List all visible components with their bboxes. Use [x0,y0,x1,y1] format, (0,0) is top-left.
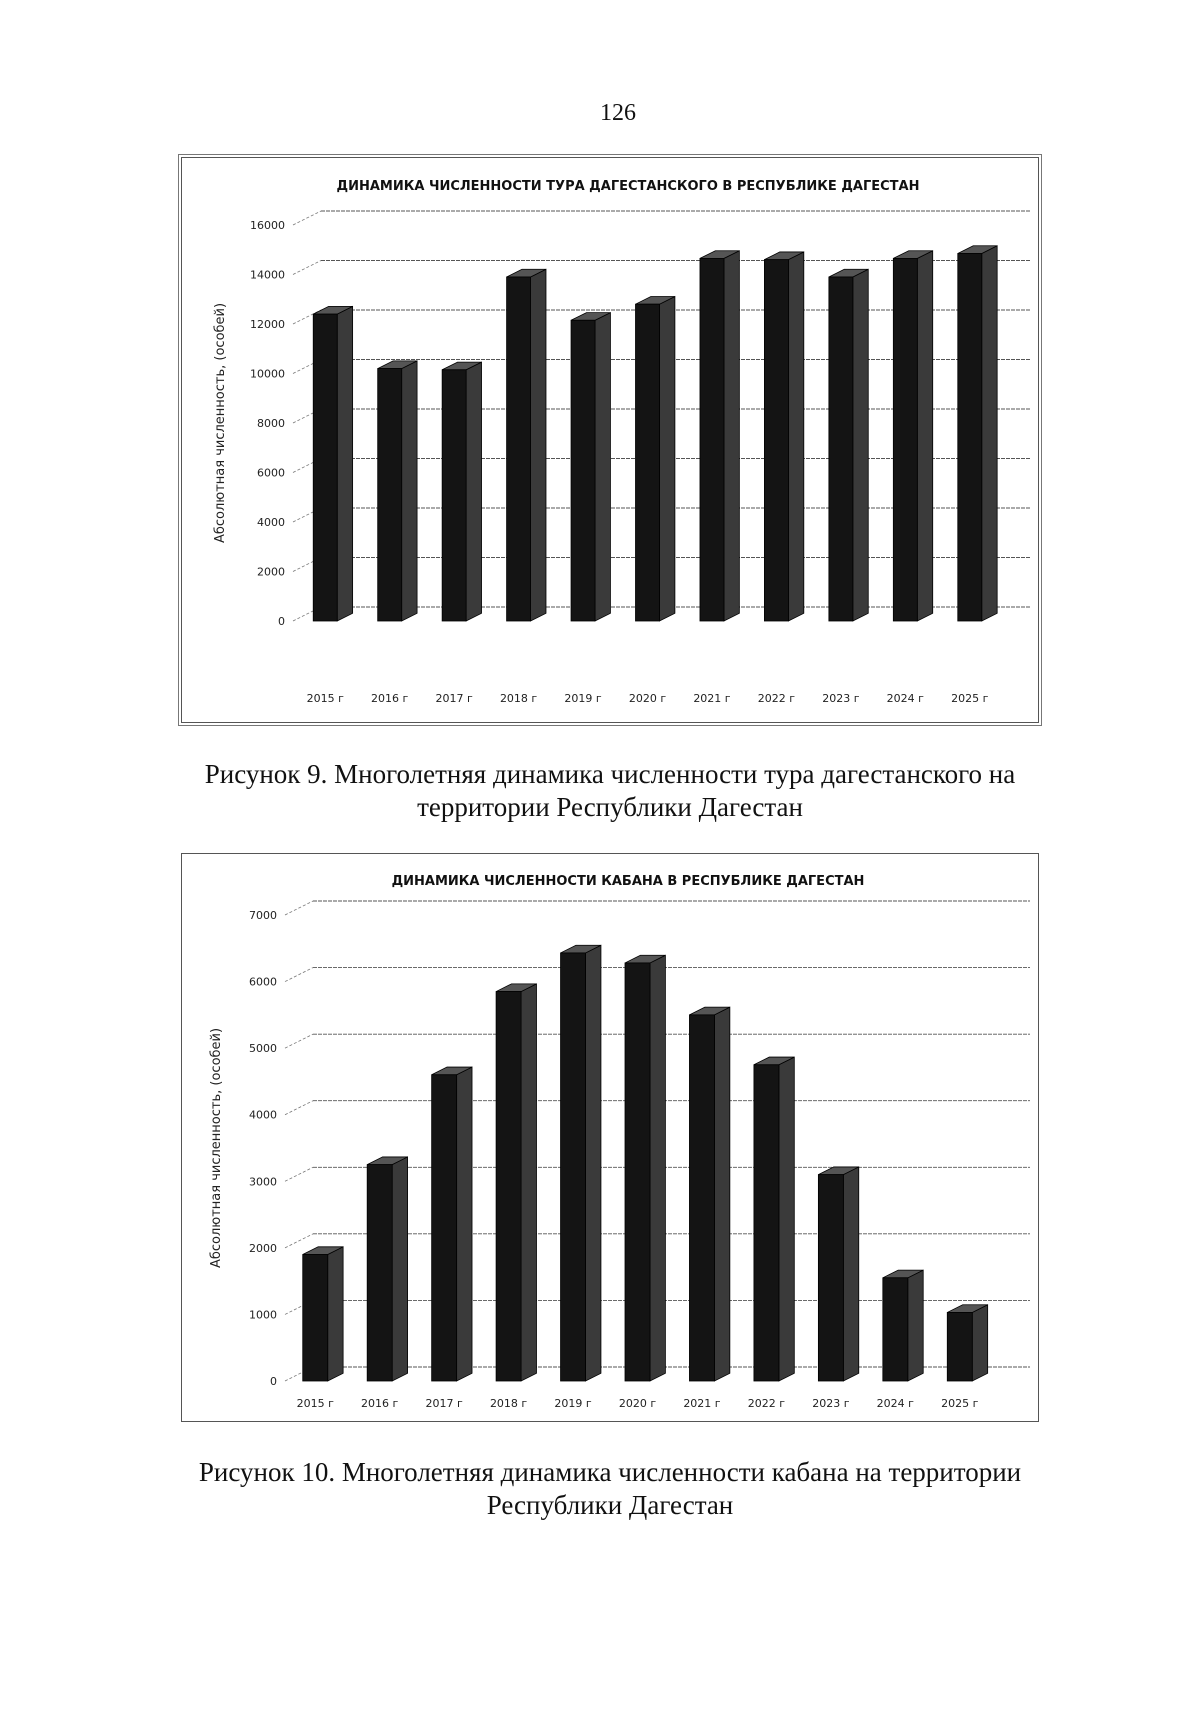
bar-front [700,258,724,621]
y-tick-label: 0 [278,615,285,628]
chart-title: ДИНАМИКА ЧИСЛЕННОСТИ ТУРА ДАГЕСТАНСКОГО В РЕСПУБЛИКЕ ДАГЕСТАН [336,179,920,194]
bar-side [724,251,739,621]
bar [764,252,803,621]
y-tick-label: 10000 [250,367,285,381]
bar [507,269,546,621]
bar-side [779,1057,794,1381]
x-tick-label: 2015 г [296,1397,334,1410]
x-tick-label: 2021 г [683,1397,721,1410]
bar-front [367,1165,392,1381]
bar [636,297,675,622]
gridline-diagonal [285,1167,313,1181]
chart-title: ДИНАМИКА ЧИСЛЕННОСТИ КАБАНА В РЕСПУБЛИКЕ ДАГЕСТАН [391,874,865,889]
x-tick-label: 2015 г [306,692,344,705]
bar-side [531,269,546,621]
bar-side [337,306,352,621]
x-tick-label: 2018 г [489,1397,528,1410]
x-tick-label: 2016 г [361,1397,399,1410]
bar [625,955,665,1381]
x-tick-label: 2020 г [628,692,667,705]
x-tick-label: 2023 г [822,692,860,705]
figure-9-caption: Рисунок 9. Многолетняя динамика численности тура дагестанского на территории Республики Дагестан [204,759,1016,822]
bar [947,1305,987,1381]
bar-side [595,313,610,621]
y-tick-label: 8000 [257,417,285,430]
y-tick-label: 12000 [250,318,285,331]
y-tick-label: 4000 [249,1108,277,1122]
bar [496,984,536,1381]
bar [818,1167,858,1381]
y-tick-label: 6000 [249,975,277,989]
y-axis-label: Абсолютная численность, (особей) [209,1027,224,1269]
bar-side [402,361,417,621]
bar [432,1067,472,1381]
y-tick-label: 16000 [250,219,285,232]
bar-front [764,260,788,621]
y-tick-label: 14000 [250,268,285,282]
tur-population-chart-svg [182,158,1040,724]
bar [689,1007,729,1381]
bar-front [893,258,917,621]
bar-side [788,252,803,621]
bar-front [689,1015,714,1381]
x-tick-label: 2018 г [499,692,538,705]
bar [442,362,481,621]
bar [367,1157,407,1381]
bar [829,269,868,621]
bar-side [650,955,665,1381]
bar [700,251,739,621]
bar-side [853,269,868,621]
gridline-diagonal [285,1034,313,1048]
bar [893,251,932,621]
x-tick-label: 2024 г [876,1397,914,1410]
tur-population-chart [181,157,1039,723]
bar-front [496,992,521,1381]
bar-side [586,945,601,1381]
bar-front [625,963,650,1381]
x-tick-label: 2020 г [618,1397,657,1410]
bar-side [982,246,997,621]
bar [754,1057,794,1381]
y-tick-label: 0 [270,1375,277,1388]
bar-side [466,362,481,621]
y-tick-label: 1000 [249,1308,277,1322]
gridline-diagonal [285,1101,313,1115]
y-tick-label: 3000 [249,1175,277,1189]
page-number: 126 [600,100,636,126]
bar-front [313,314,337,621]
bar-front [507,277,531,621]
bar-side [714,1007,729,1381]
y-tick-label: 7000 [249,909,277,922]
bar-side [392,1157,407,1381]
x-tick-label: 2025 г [941,1397,979,1410]
bar [958,246,997,621]
gridline-diagonal [285,901,313,915]
x-tick-label: 2019 г [564,692,602,705]
x-tick-label: 2023 г [812,1397,850,1410]
boar-population-chart-svg [182,854,1040,1423]
bar-front [571,320,595,621]
bar [571,313,610,621]
bar [561,945,601,1381]
bar-front [636,304,660,621]
bar [303,1247,343,1381]
y-tick-label: 5000 [249,1042,277,1056]
gridline-diagonal [293,261,321,275]
gridline-diagonal [285,968,313,982]
gridline-diagonal [285,1234,313,1248]
bar-front [883,1278,908,1381]
y-tick-label: 2000 [257,565,285,579]
y-axis-label: Абсолютная численность, (особей) [213,302,228,544]
bar-front [829,277,853,621]
y-tick-label: 4000 [257,516,285,529]
bar-front [432,1075,457,1381]
boar-population-chart [181,853,1039,1422]
bar-front [561,953,586,1381]
y-tick-label: 6000 [257,466,285,480]
x-tick-label: 2017 г [425,1397,463,1410]
bar-side [457,1067,472,1381]
bar-front [818,1175,843,1381]
gridline-diagonal [293,211,321,225]
y-tick-label: 2000 [249,1241,277,1255]
x-tick-label: 2016 г [371,692,409,705]
bar [313,306,352,621]
bar-front [958,253,982,621]
bar [378,361,417,621]
bar [883,1270,923,1381]
x-tick-label: 2022 г [747,1397,786,1410]
bar-side [972,1305,987,1381]
bar-side [521,984,536,1381]
x-tick-label: 2019 г [554,1397,592,1410]
bar-front [947,1312,972,1381]
x-tick-label: 2021 г [693,692,731,705]
bar-front [442,370,466,621]
x-tick-label: 2017 г [435,692,473,705]
x-tick-label: 2022 г [757,692,796,705]
bar-side [660,297,675,622]
bar-side [843,1167,858,1381]
x-tick-label: 2025 г [951,692,989,705]
x-tick-label: 2024 г [886,692,924,705]
bar-front [303,1255,328,1381]
bar-front [378,369,402,621]
bar-side [328,1247,343,1381]
bar-side [917,251,932,621]
bar-front [754,1065,779,1381]
bar-side [908,1270,923,1381]
figure-10-caption: Рисунок 10. Многолетняя динамика численности кабана на территории Республики Дагестан [198,1457,1022,1520]
